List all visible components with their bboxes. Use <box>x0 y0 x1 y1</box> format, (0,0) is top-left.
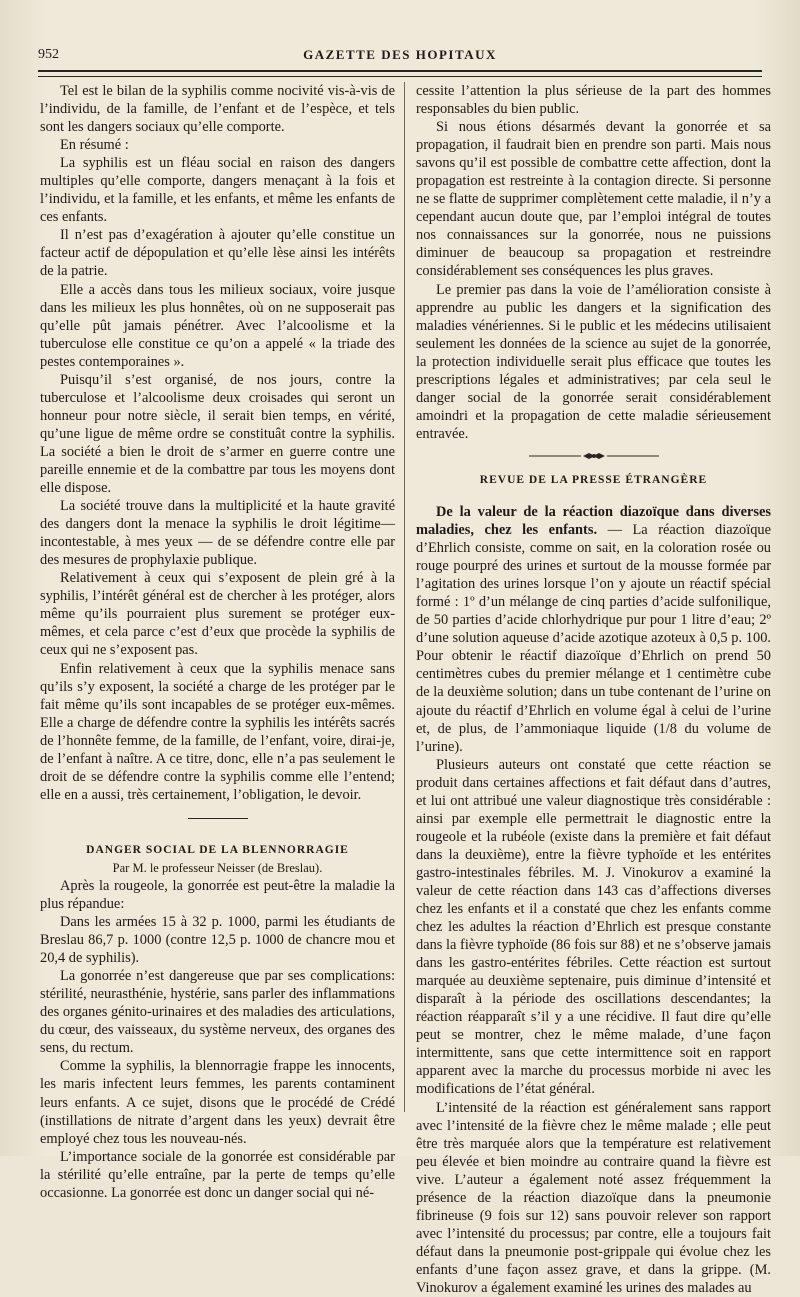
paragraph: Dans les armées 15 à 32 p. 1000, parmi les étudiants de Breslau 86,7 p. 1000 (contre 12,5 p. 1000 de chancre mou et 20,4 de syphilis). <box>40 914 395 967</box>
paragraph: Plusieurs auteurs ont constaté que cette réaction se produit dans certaines affections et fait défaut dans d’autres, et lui ont attribué une valeur diagnostique très considérable : ainsi par exemple elle permettrait le diagnostic entre la rougeole et la rubéole (existe dans la première et fait défaut dans la deuxième), entre la fièvre typhoïde et les entérites gastro-intestinales fébriles. M. J. Vinokurov a examiné la valeur de cette réaction dans 143 cas d’affections diverses chez les enfants et il a constaté que chez les enfants comme chez les adultes la réaction d’Ehrlich est presque constante dans la fièvre typhoïde (86 fois sur 88) et ne s’observe jamais dans les gastro-entérites fébriles. Cette réaction est surtout marquée au deuxième septenaire, puis diminue d’intensité et disparaît à la période des oscillations descendantes; la réaction réapparaît s’il y a une récidive. Il faut dire qu’elle peut se montrer, chez le même malade, d’une façon intermittente, sans que cette intermittence soit en rapport apparent avec la marche du processus morbide ni avec les modifications de l’état général. <box>416 756 771 1098</box>
article-title: De la valeur de la réaction diazoïque dans diverses maladies, chez les enfants. <box>416 503 771 539</box>
paragraph: L’importance sociale de la gonorrée est considérable par la stérilité qu’elle entraîne, par la perte de temps qu’elle occasionne. La gonorrée est donc un danger social qui né- <box>40 1148 395 1201</box>
article-lead-text: — La réaction diazoïque d’Ehrlich consiste, comme on sait, en la coloration rosée ou rouge pourpré des urines et surtout de la mousse formée par l’agitation des urines lorsque l’on y ajoute un réactif spécial formé : 1º d’un mélange de cinq parties d’acide sulfonilique, de 50 parties d’acide chlorhydrique pur pour 1 litre d’eau; 2º d’une solution aqueuse d’acide azotique azoteux à 0,5 p. 100. Pour obtenir le réactif diazoïque d’Ehrlich on prend 50 centimètres cubes du premier mélange et 1 centimètre cube de la deuxième solution; dans un tube contenant de l’urine on ajoute du réactif d’Ehrlich en volume égal à celui de l’urine et, de plus, de l’ammoniaque liquide (1/8 du volume de l’urine). <box>416 522 771 755</box>
paragraph: Puisqu’il s’est organisé, de nos jours, contre la tuberculose et l’alcoolisme deux croisades qui seront un honneur pour notre siècle, il serait bien temps, en vérité, qu’une ligue de même ordre se constituât contre la syphilis. La société a bien le droit de s’armer en guerre contre une pareille ennemie et de la combattre par tous les moyens dont elle dispose. <box>40 371 395 497</box>
paragraph: La syphilis est un fléau social en raison des dangers multiples qu’elle comporte, dangers menaçant à la fois et l’individu, et la famille, et les enfants, et même les enfants de ces enfants. <box>40 155 395 226</box>
left-column <box>40 82 395 1201</box>
paragraph: Il n’est pas d’exagération à ajouter qu’elle constitue un facteur actif de dépopulation et qu’elle lèse ainsi les intérêts de la patrie. <box>40 227 395 280</box>
paragraph: Elle a accès dans tous les milieux sociaux, voire jusque dans les milieux les plus honnêtes, où on ne supposerait pas qu’elle pût jamais pénétrer. Avec l’alcoolisme et la tuberculose elle constitue ce qu’on a appelé « la triade des pestes contemporaines ». <box>40 281 395 370</box>
page-header <box>38 44 762 66</box>
article-byline: Par M. le professeur Neisser (de Breslau). <box>112 860 323 875</box>
paragraph: La société trouve dans la multiplicité et la haute gravité des dangers dont la menace la syphilis le droit légitime— incontestable, à mes yeux — de se défendre contre elle par des mesures de prophylaxie publique. <box>40 498 395 569</box>
paragraph: Si nous étions désarmés devant la gonorrée et sa propagation, il faudrait bien en prendre son parti. Mais nous savons qu’il est possible de combattre cette affection, dont la propagation est restreinte à la contagion directe. Si personne ne se flatte de supprimer complètement cette maladie, il n’y a cependant aucun doute que, par l’emploi intégral de toutes nos connaissances sur la gonorrée, nous ne puissions diminuer de beaucoup sa propagation et restreindre considérablement ses conséquences les plus graves. <box>416 119 771 280</box>
section-separator-rule <box>188 818 248 819</box>
section-title: DANGER SOCIAL DE LA BLENNORRAGIE <box>86 843 349 856</box>
paragraph: En résumé : <box>60 137 129 154</box>
running-title: GAZETTE DES HOPITAUX <box>303 47 497 62</box>
header-rule-thin <box>38 76 762 77</box>
paragraph: Le premier pas dans la voie de l’amélioration consiste à apprendre au public les dangers et la signification des maladies vénériennes. Si le public et les médecins utilisaient seulement les données de la science au sujet de la gonorrée, la protection individuelle serait plus efficace que toutes les prescriptions légales et administratives; par cela seul le danger social de la gonorrée serait considérablement amoindri et la propagation de cette maladie sérieusement entravée. <box>416 281 771 442</box>
page-number: 952 <box>38 47 59 62</box>
paragraph: Comme la syphilis, la blennorragie frappe les innocents, les maris infectent leurs femmes, les parents contaminent leurs enfants. A ce sujet, disons que le procédé de Crédé (instillations de nitrate d’argent dans les yeux) devrait être employé chez tous les nouveau-nés. <box>40 1058 395 1147</box>
right-column <box>416 82 771 1296</box>
paragraph: cessite l’attention la plus sérieuse de la part des hommes responsables du bien public. <box>416 83 771 118</box>
paragraph: Tel est le bilan de la syphilis comme nocivité vis-à-vis de l’individu, de la famille, de l’enfant et de l’espèce, et tels sont les dangers sociaux qu’elle comporte. <box>40 83 395 136</box>
paragraph: Après la rougeole, la gonorrée est peut-être la maladie la plus répandue: <box>40 877 395 913</box>
paragraph: La gonorrée n’est dangereuse que par ses complications: stérilité, neurasthénie, hystérie, sans parler des inflammations des organes génito-urinaires et des maladies des articulations, du cœur, des vaisseaux, du système nerveux, des organes des sens, du rectum. <box>40 968 395 1057</box>
section-title: REVUE DE LA PRESSE ÉTRANGÈRE <box>479 473 708 486</box>
paragraph: L’intensité de la réaction est généralement sans rapport avec l’intensité de la fièvre chez le même malade ; elle peut être très marquée alors que la température est relativement peu élevée et bien moindre au contraire quand la fièvre est vive. L’auteur a également noté assez fréquemment la présence de la réaction diazoïque dans la pneumonie fibrineuse (9 fois sur 12) sans pouvoir relever son rapport avec l’intensité du processus; par contre, elle a toujours fait défaut dans la pneumonie post-grippale qui évolue chez les enfants d’une façon assez grave, et dans la grippe. (M. Vinokurov a également examiné les urines des malades au <box>416 1099 771 1296</box>
paragraph: Enfin relativement à ceux que la syphilis menace sans qu’ils s’y exposent, la société a charge de les protéger par le fait même qu’ils sont incapables de se protéger eux-mêmes. Elle a charge de défendre contre la syphilis les intérêts sacrés de l’honnête femme, de la famille, de l’enfant, voire, dirai-je, de l’enfant à naître. A ce titre, donc, elle n’a pas seulement le droit de se défendre contre la syphilis comme elle l’entend; elle en a aussi, très certainement, l’obligation, le devoir. <box>40 660 395 803</box>
article-lead-paragraph <box>416 503 771 756</box>
header-rule-thick <box>38 70 762 72</box>
column-divider <box>404 82 405 1112</box>
ornament-divider <box>529 451 659 461</box>
paragraph: Relativement à ceux qui s’exposent de plein gré à la syphilis, l’intérêt général est de chercher à les protéger, alors même qu’ils pourraient plus surement se protéger eux-mêmes, et cela parce c’est d’eux que procède la syphilis de ceux qui ne s’exposent pas. <box>40 570 395 659</box>
